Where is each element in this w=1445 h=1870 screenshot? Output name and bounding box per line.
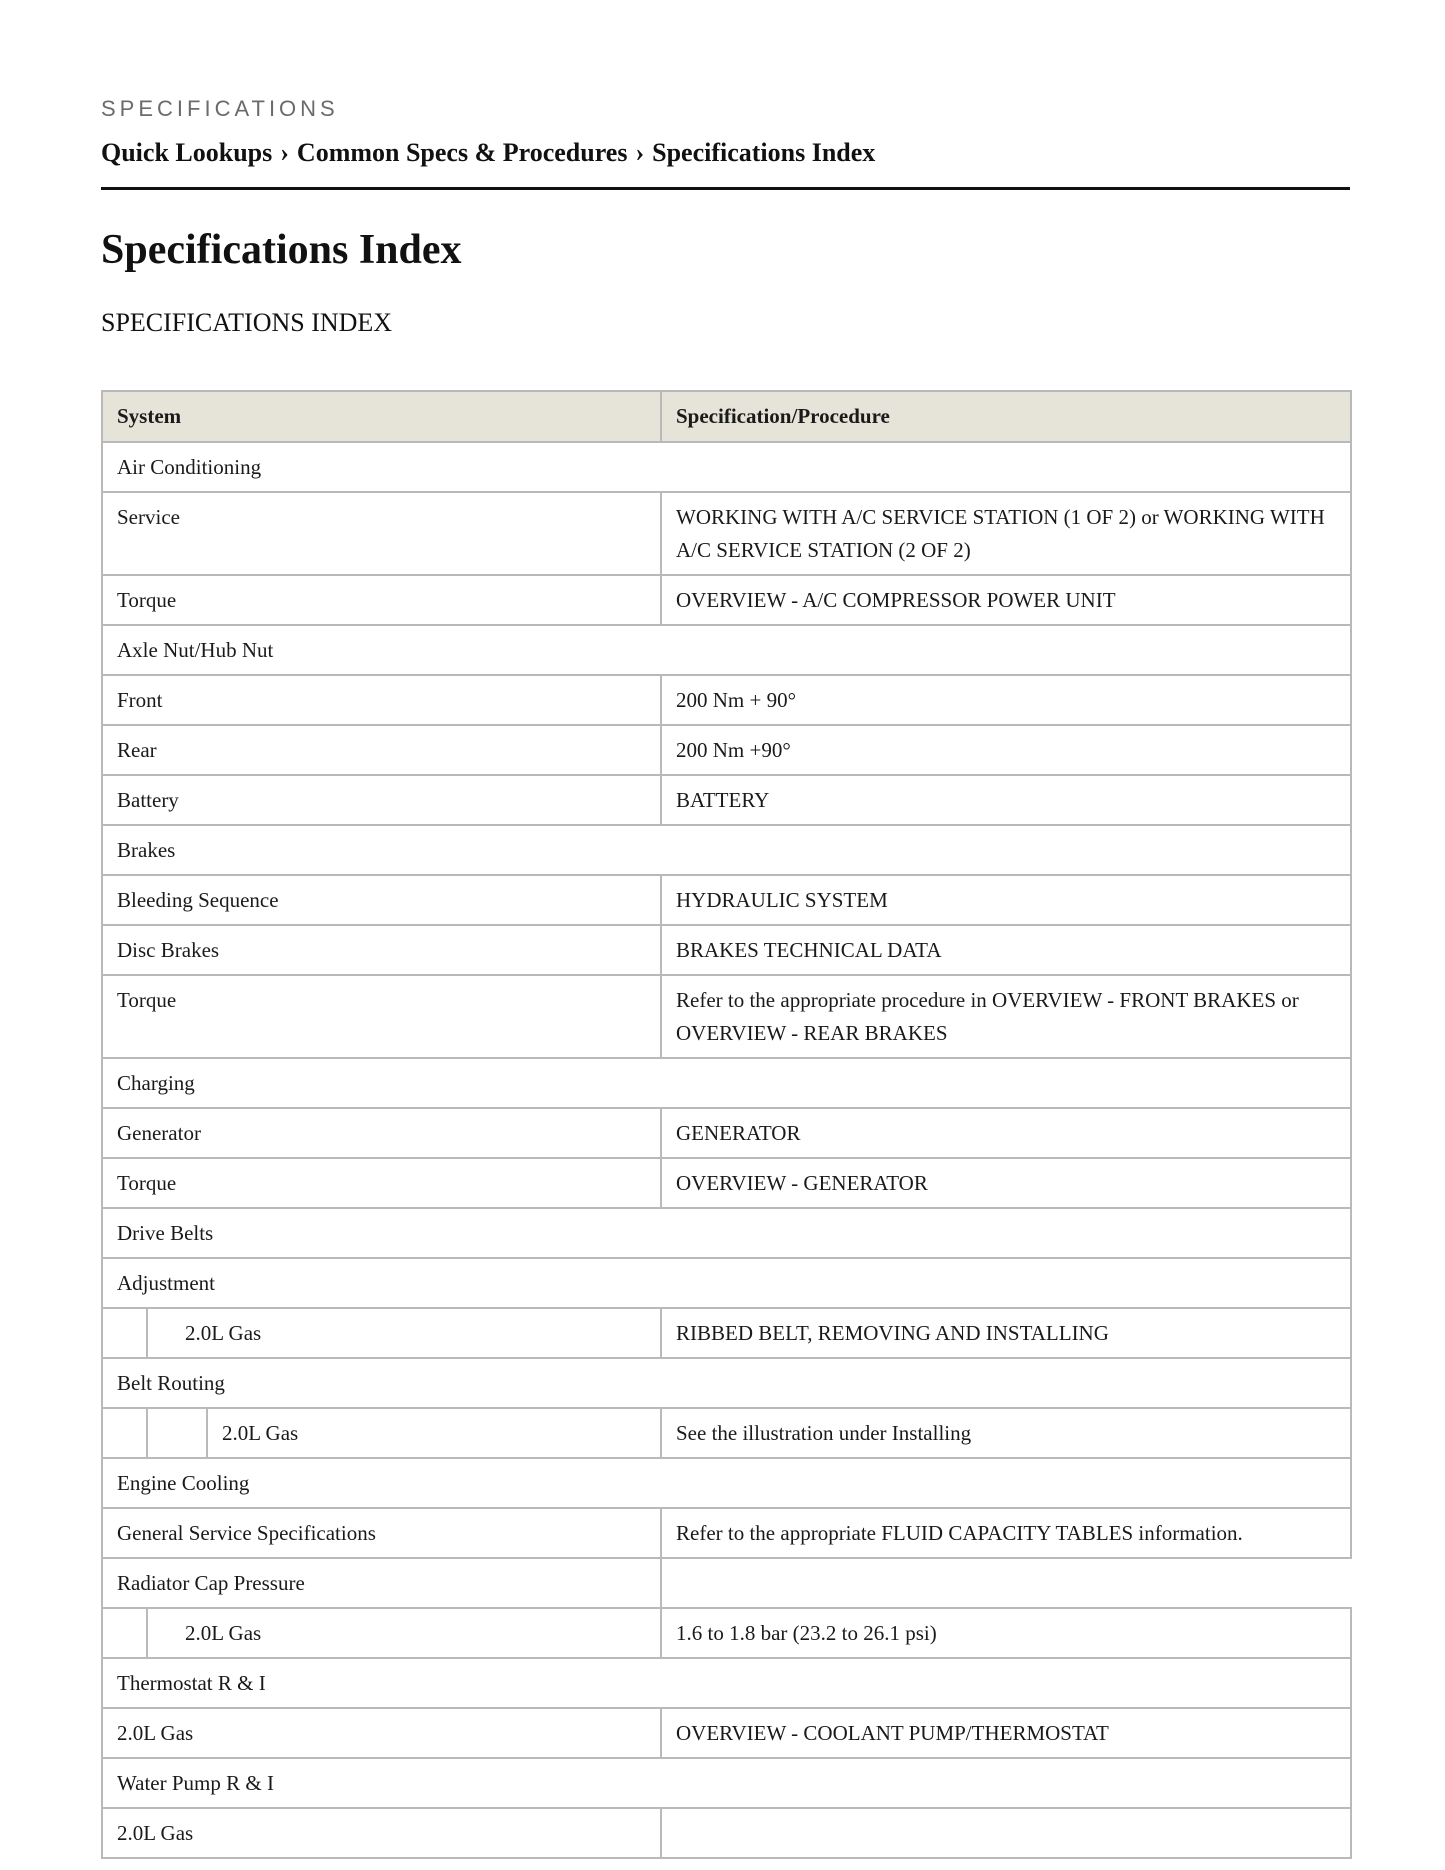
empty-cell — [661, 1558, 1351, 1608]
spec-value: 200 Nm +90° — [661, 725, 1351, 775]
system-cell-label: 2.0L Gas — [222, 1421, 299, 1445]
system-cell — [102, 1408, 661, 1458]
spec-link[interactable]: OVERVIEW - COOLANT PUMP/THERMOSTAT — [661, 1708, 1351, 1758]
table-row — [102, 1308, 1351, 1358]
group-cell: Air Conditioning — [102, 442, 1351, 492]
table-row — [102, 1758, 1351, 1808]
spec-link[interactable]: OVERVIEW - GENERATOR — [661, 1158, 1351, 1208]
group-cell: Drive Belts — [102, 1208, 1351, 1258]
table-row — [102, 442, 1351, 492]
spec-link[interactable]: BRAKES TECHNICAL DATA — [661, 925, 1351, 975]
table-row — [102, 825, 1351, 875]
table-row — [102, 1258, 1351, 1308]
breadcrumb-item-common-specs[interactable]: Common Specs & Procedures — [296, 138, 628, 167]
system-cell — [102, 1608, 661, 1658]
breadcrumb — [101, 138, 875, 168]
system-cell: Rear — [102, 725, 661, 775]
indent-cell — [103, 1309, 148, 1357]
system-cell: 2.0L Gas — [102, 1808, 661, 1858]
system-cell — [102, 1308, 661, 1358]
header-divider — [101, 187, 1350, 190]
table-row — [102, 1408, 1351, 1458]
table-row — [102, 1808, 1351, 1858]
group-cell: Thermostat R & I — [102, 1658, 1351, 1708]
spec-link[interactable]: GENERATOR — [661, 1108, 1351, 1158]
table-row — [102, 1608, 1351, 1658]
spec-link[interactable]: RIBBED BELT, REMOVING AND INSTALLING — [661, 1308, 1351, 1358]
breadcrumb-item-specifications-index: Specifications Index — [652, 138, 876, 167]
system-cell: Front — [102, 675, 661, 725]
column-header-specification: Specification/Procedure — [661, 391, 1351, 442]
spec-link[interactable]: Refer to the appropriate FLUID CAPACITY TABLES information. — [661, 1508, 1351, 1558]
table-row — [102, 1158, 1351, 1208]
table-row — [102, 675, 1351, 725]
subgroup-cell: Belt Routing — [102, 1358, 1351, 1408]
table-row — [102, 1208, 1351, 1258]
table-row — [102, 575, 1351, 625]
table-row — [102, 492, 1351, 575]
table-row — [102, 875, 1351, 925]
table-row — [102, 775, 1351, 825]
column-header-system: System — [102, 391, 661, 442]
breadcrumb-separator: › — [280, 138, 289, 167]
system-cell: 2.0L Gas — [102, 1708, 661, 1758]
table-row — [102, 975, 1351, 1058]
spec-link[interactable]: OVERVIEW - A/C COMPRESSOR POWER UNIT — [661, 575, 1351, 625]
system-cell: General Service Specifications — [102, 1508, 661, 1558]
system-cell: Disc Brakes — [102, 925, 661, 975]
system-cell: Bleeding Sequence — [102, 875, 661, 925]
spec-value: 1.6 to 1.8 bar (23.2 to 26.1 psi) — [661, 1608, 1351, 1658]
indent-cell — [103, 1409, 148, 1457]
table-row — [102, 1058, 1351, 1108]
section-label: SPECIFICATIONS — [101, 96, 339, 121]
system-cell: Generator — [102, 1108, 661, 1158]
table-row — [102, 625, 1351, 675]
specifications-table — [101, 390, 1352, 1859]
spec-link[interactable]: Refer to the appropriate procedure in OVERVIEW - FRONT BRAKES or OVERVIEW - REAR BRAKES — [661, 975, 1351, 1058]
group-cell: Charging — [102, 1058, 1351, 1108]
spec-value: 200 Nm + 90° — [661, 675, 1351, 725]
system-cell: Service — [102, 492, 661, 575]
system-cell: Radiator Cap Pressure — [102, 1558, 661, 1608]
system-cell-label: 2.0L Gas — [185, 1321, 262, 1345]
spec-link[interactable]: BATTERY — [661, 775, 1351, 825]
breadcrumb-separator: › — [635, 138, 645, 167]
system-cell: Torque — [102, 575, 661, 625]
subgroup-cell: Adjustment — [102, 1258, 1351, 1308]
empty-cell — [661, 1808, 1351, 1858]
table-row — [102, 1358, 1351, 1408]
indent-cell — [103, 1609, 148, 1657]
table-row — [102, 1108, 1351, 1158]
system-cell-label: 2.0L Gas — [185, 1621, 262, 1645]
page-title: Specifications Index — [101, 227, 462, 273]
table-row — [102, 1458, 1351, 1508]
system-cell: Battery — [102, 775, 661, 825]
table-row — [102, 1708, 1351, 1758]
indent-cell — [148, 1409, 208, 1457]
table-row — [102, 925, 1351, 975]
page-subtitle: SPECIFICATIONS INDEX — [101, 308, 393, 337]
spec-value: See the illustration under Installing — [661, 1408, 1351, 1458]
spec-link[interactable]: WORKING WITH A/C SERVICE STATION (1 OF 2) or WORKING WITH A/C SERVICE STATION (2 OF 2) — [661, 492, 1351, 575]
system-cell: Torque — [102, 1158, 661, 1208]
group-cell: Engine Cooling — [102, 1458, 1351, 1508]
table-header-row — [102, 391, 1351, 442]
system-cell: Torque — [102, 975, 661, 1058]
table-row — [102, 1508, 1351, 1558]
spec-link[interactable]: HYDRAULIC SYSTEM — [661, 875, 1351, 925]
group-cell: Water Pump R & I — [102, 1758, 1351, 1808]
table-row — [102, 1658, 1351, 1708]
group-cell: Brakes — [102, 825, 1351, 875]
table-row — [102, 1558, 1351, 1608]
table-row — [102, 725, 1351, 775]
group-cell: Axle Nut/Hub Nut — [102, 625, 1351, 675]
breadcrumb-item-quick-lookups[interactable]: Quick Lookups — [101, 138, 273, 167]
